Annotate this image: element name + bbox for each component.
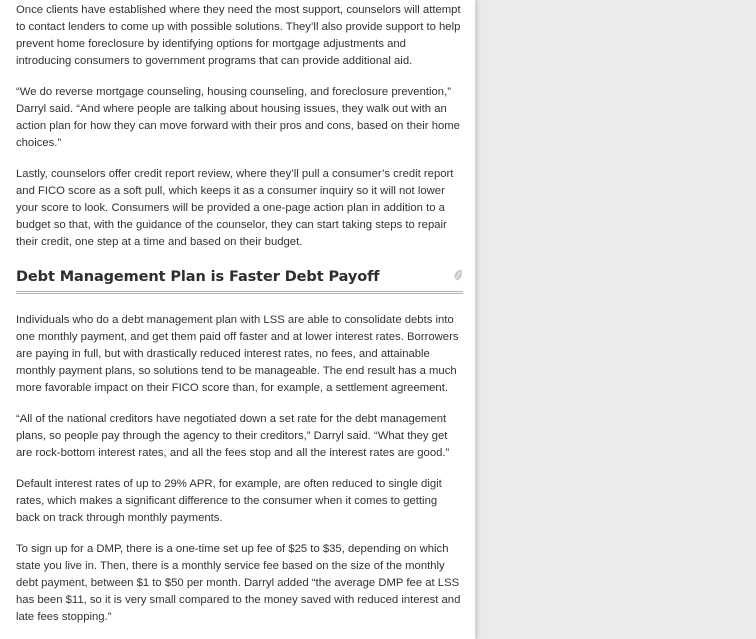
paragraph: Lastly, counselors offer credit report review, where they’ll pull a consumer’s credit report and FICO score as a soft pull, which keeps it as a consumer inquiry so it will not lower your score to look. Consumers will be provided a one-page action plan in addition to a budget so that, with the guidance of the counselor, they can start taking steps to repair their credit, one step at a time and based on their budget. <box>16 168 454 248</box>
paragraph: “All of the national creditors have negotiated down a set rate for the debt management plans, so people pay through the agency to their creditors,” Darryl said. “What they get are rock-bottom interest rates, and all the fees stop and all the interest rates are good.” <box>16 413 450 459</box>
article-body <box>0 2 475 626</box>
paragraph: Individuals who do a debt management plan with LSS are able to consolidate debts into one monthly payment, and get them paid off faster and at lower interest rates. Borrowers are paying in full, but with drastically reduced interest rates, no fees, and attainable monthly payment plans, so solutions tend to be manageable. The end result has a much more favorable impact on their FICO score than, for example, a settlement agreement. <box>16 314 459 394</box>
section-title: Debt Management Plan is Faster Debt Payoff <box>16 269 380 285</box>
paragraph: Default interest rates of up to 29% APR, for example, are often reduced to single digit rates, which makes a significant difference to the consumer when it comes to getting back on track through monthly payments. <box>16 478 442 524</box>
paragraph: To sign up for a DMP, there is a one-time set up fee of $25 to $35, depending on which state you live in. Then, there is a monthly service fee based on the size of the monthly debt payment, between $1 to $50 per month. Darryl added “the average DMP fee at LSS has been $11, so it is very small compared to the money saved with reduced interest and late fees stopping.” <box>16 543 461 623</box>
paragraph: Once clients have established where they need the most support, counselors will attempt to contact lenders to come up with possible solutions. They’ll also provide support to help prevent home foreclosure by identifying options for mortgage adjustments and introducing consumers to government programs that can provide additional aid. <box>16 4 461 67</box>
paragraph: “We do reverse mortgage counseling, housing counseling, and foreclosure prevention,” Darryl said. “And where people are talking about housing issues, they walk out with an action plan for how they can move forward with their pros and cons, based on their home choices.” <box>16 86 460 149</box>
section-heading <box>16 267 463 294</box>
leaf-icon <box>453 269 463 281</box>
